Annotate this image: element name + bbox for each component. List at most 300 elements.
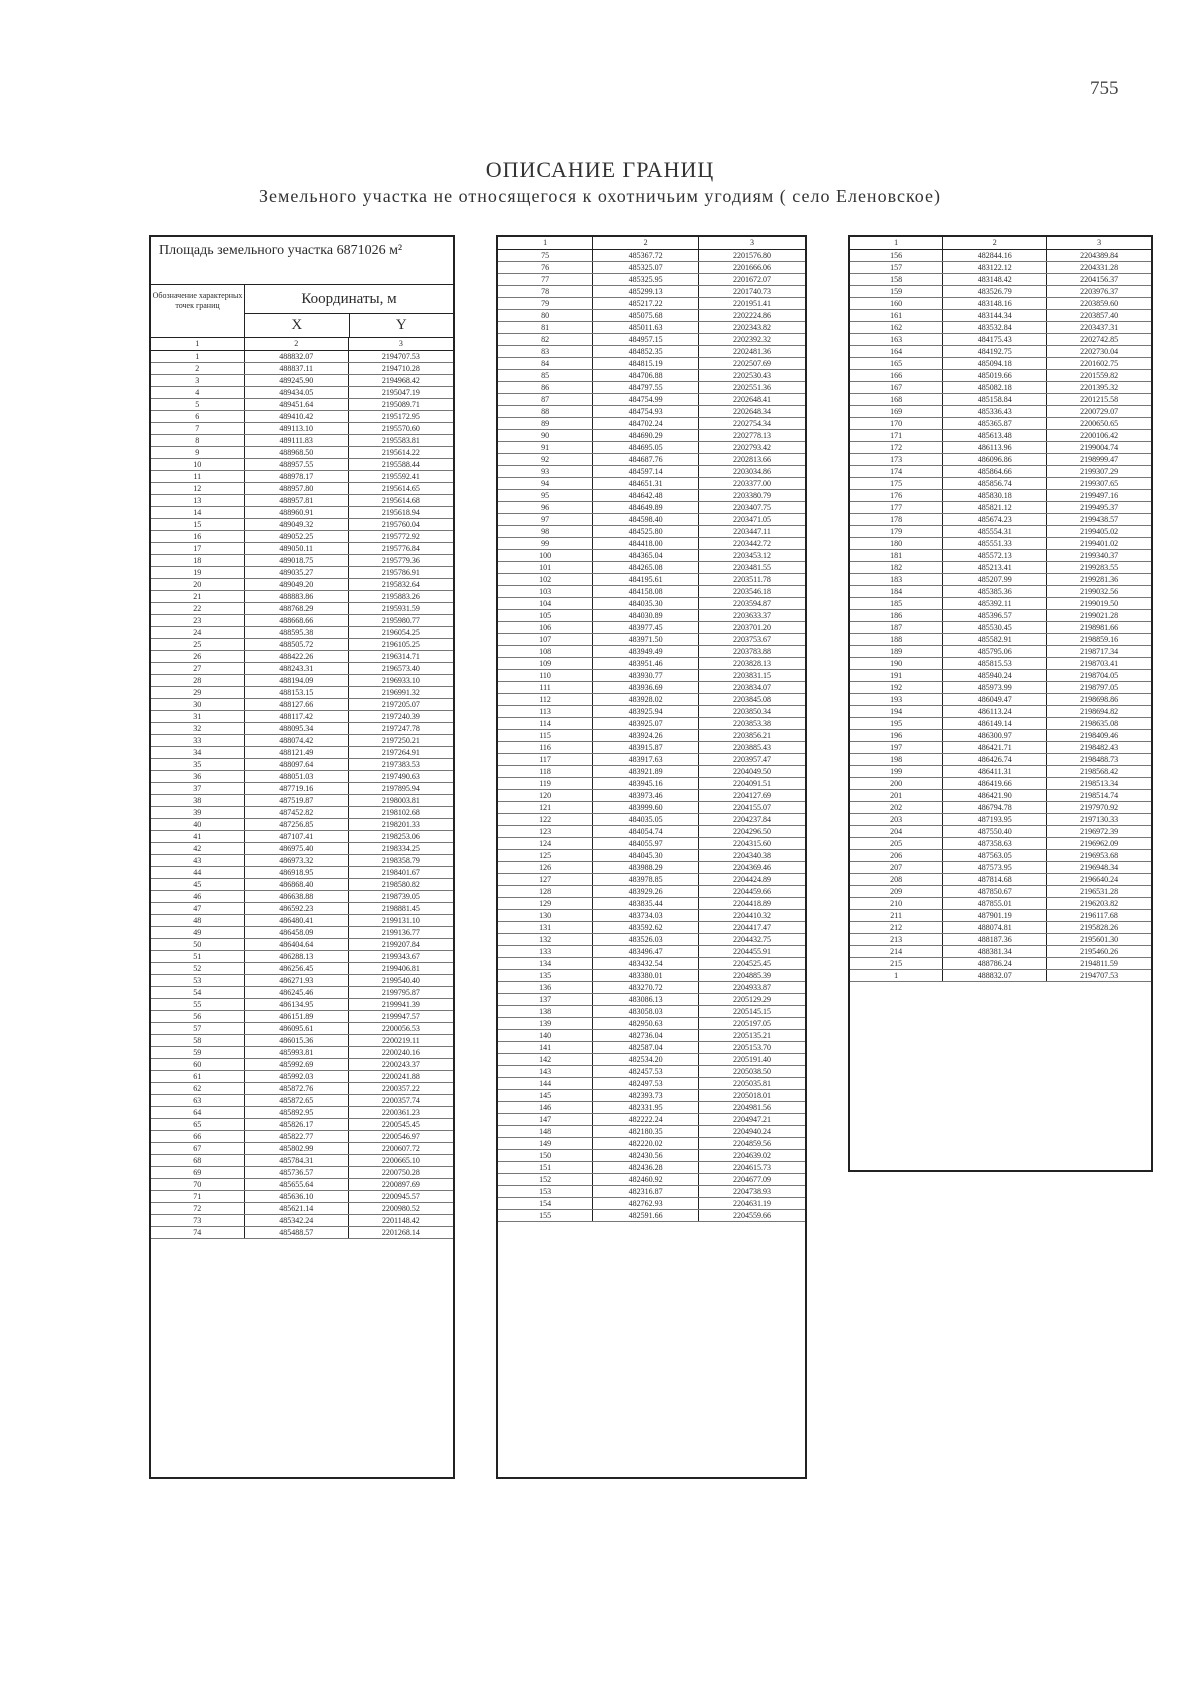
table-row [498,826,805,838]
point-number: 169 [850,406,943,417]
column-number-row [498,237,805,250]
table-row [850,586,1151,598]
y-coordinate: 2195883.26 [381,592,420,601]
column-number: 2 [943,237,1047,249]
point-number: 149 [498,1138,593,1149]
x-coordinate: 488381.34 [943,946,1047,957]
table-row [498,706,805,718]
point-number: 48 [151,915,245,926]
point-number: 36 [151,771,245,782]
x-coordinate: 484597.14 [593,466,699,477]
y-coordinate: 2199281.36 [1080,575,1119,584]
x-coordinate: 488505.72 [245,639,349,650]
column-number: 1 [151,338,245,350]
y-coordinate: 2205135.21 [733,1031,772,1040]
point-number: 98 [498,526,593,537]
point-number: 205 [850,838,943,849]
table-row [498,814,805,826]
table-row [498,754,805,766]
x-coordinate: 487358.63 [943,838,1047,849]
point-number: 46 [151,891,245,902]
y-coordinate: 2205129.29 [733,995,772,1004]
x-coordinate: 485488.57 [245,1227,349,1238]
point-number: 52 [151,963,245,974]
column-number-row [151,338,453,351]
table-row [498,262,805,274]
table-row [850,418,1151,430]
x-coordinate: 486256.45 [245,963,349,974]
y-coordinate: 2205197.05 [733,1019,772,1028]
y-coordinate: 2199343.67 [381,952,420,961]
point-number: 99 [498,538,593,549]
table-row [850,622,1151,634]
point-number: 172 [850,442,943,453]
point-number: 130 [498,910,593,921]
y-coordinate: 2199283.55 [1080,563,1119,572]
x-coordinate: 488957.80 [245,483,349,494]
table-row [498,838,805,850]
area-label: Площадь земельного участка 6871026 м² [151,237,453,285]
y-coordinate: 2197240.39 [381,712,420,721]
point-number: 185 [850,598,943,609]
table-row [498,478,805,490]
y-coordinate: 2198703.41 [1080,659,1119,668]
x-coordinate: 483928.02 [593,694,699,705]
table-row [850,454,1151,466]
point-number: 134 [498,958,593,969]
table-row [498,526,805,538]
x-coordinate: 483999.60 [593,802,699,813]
table-row [151,1107,453,1119]
y-coordinate: 2198401.67 [381,868,420,877]
x-coordinate: 485530.45 [943,622,1047,633]
table-row [850,730,1151,742]
table-row [850,838,1151,850]
table-row [151,747,453,759]
point-number: 69 [151,1167,245,1178]
x-coordinate: 485784.31 [245,1155,349,1166]
x-coordinate: 485392.11 [943,598,1047,609]
point-number: 161 [850,310,943,321]
y-coordinate: 2199941.39 [381,1000,420,1009]
y-coordinate: 2203783.88 [733,647,772,656]
point-number: 144 [498,1078,593,1089]
point-number: 154 [498,1198,593,1209]
table-row [498,1174,805,1186]
point-number: 174 [850,466,943,477]
table-row [151,447,453,459]
x-coordinate: 485872.65 [245,1095,349,1106]
y-coordinate: 2201148.42 [382,1216,420,1225]
table-row [498,1090,805,1102]
x-coordinate: 485856.74 [943,478,1047,489]
point-number: 124 [498,838,593,849]
table-row [151,411,453,423]
x-coordinate: 488768.29 [245,603,349,614]
y-coordinate: 2204331.28 [1080,263,1119,272]
x-coordinate: 485940.24 [943,670,1047,681]
point-number: 126 [498,862,593,873]
x-coordinate: 482436.28 [593,1162,699,1173]
y-coordinate: 2195047.19 [381,388,420,397]
y-coordinate: 2203976.37 [1080,287,1119,296]
x-coordinate: 484035.05 [593,814,699,825]
y-coordinate: 2198704.05 [1080,671,1119,680]
point-number: 163 [850,334,943,345]
x-coordinate: 485973.99 [943,682,1047,693]
y-coordinate: 2195089.71 [381,400,420,409]
y-coordinate: 2201951.41 [733,299,772,308]
y-coordinate: 2194811.59 [1080,959,1118,968]
y-coordinate: 2203845.08 [733,695,772,704]
x-coordinate: 483144.34 [943,310,1047,321]
x-coordinate: 488153.15 [245,687,349,698]
y-coordinate: 2201672.07 [733,275,772,284]
y-coordinate: 2195570.60 [381,424,420,433]
y-coordinate: 2202530.43 [733,371,772,380]
y-coordinate: 2199495.37 [1080,503,1119,512]
y-coordinate: 2198102.68 [381,808,420,817]
table-row [498,634,805,646]
x-coordinate: 488668.66 [245,615,349,626]
point-number: 91 [498,442,593,453]
point-number: 54 [151,987,245,998]
y-coordinate: 2202507.69 [733,359,772,368]
point-number: 70 [151,1179,245,1190]
y-coordinate: 2196117.68 [1080,911,1118,920]
point-number: 27 [151,663,245,674]
table-row [850,430,1151,442]
point-number: 152 [498,1174,593,1185]
table-row [498,274,805,286]
x-coordinate: 489018.75 [245,555,349,566]
y-coordinate: 2195779.36 [381,556,420,565]
table-row [151,375,453,387]
table-row [498,1186,805,1198]
y-coordinate: 2196531.28 [1080,887,1119,896]
y-coordinate: 2197490.63 [381,772,420,781]
y-coordinate: 2201602.75 [1080,359,1119,368]
x-coordinate: 486918.95 [245,867,349,878]
table-row [850,814,1151,826]
point-number: 162 [850,322,943,333]
x-coordinate: 484418.00 [593,538,699,549]
table-row [850,370,1151,382]
y-coordinate: 2195980.77 [381,616,420,625]
table-row [498,862,805,874]
column-number: 2 [245,338,349,350]
x-coordinate: 487814.68 [943,874,1047,885]
table-row [151,711,453,723]
x-coordinate: 488832.07 [245,351,349,362]
y-coordinate: 2198488.73 [1080,755,1119,764]
point-number: 177 [850,502,943,513]
x-coordinate: 485621.14 [245,1203,349,1214]
y-coordinate: 2197130.33 [1080,815,1119,824]
y-coordinate: 2195772.92 [381,532,420,541]
y-coordinate: 2202742.85 [1080,335,1119,344]
x-coordinate: 488117.42 [245,711,349,722]
table-row [498,406,805,418]
point-number: 118 [498,766,593,777]
x-coordinate: 486113.96 [943,442,1047,453]
point-number: 199 [850,766,943,777]
table-row [498,538,805,550]
x-coordinate: 483835.44 [593,898,699,909]
x-coordinate: 485826.17 [245,1119,349,1130]
x-coordinate: 485094.18 [943,358,1047,369]
y-coordinate: 2197970.92 [1080,803,1119,812]
table-row [498,1114,805,1126]
table-row [151,1203,453,1215]
x-coordinate: 484687.76 [593,454,699,465]
table-row [151,795,453,807]
table-row [151,531,453,543]
y-coordinate: 2203447.11 [733,527,771,536]
x-coordinate: 486973.32 [245,855,349,866]
table-row [498,502,805,514]
y-coordinate: 2201215.58 [1080,395,1119,404]
y-coordinate: 2204639.02 [733,1151,772,1160]
point-number: 95 [498,490,593,501]
x-coordinate: 485582.91 [943,634,1047,645]
x-coordinate: 482950.63 [593,1018,699,1029]
point-number: 74 [151,1227,245,1238]
x-coordinate: 483973.46 [593,790,699,801]
table-row [151,1047,453,1059]
x-coordinate: 487719.16 [245,783,349,794]
table-row [151,615,453,627]
y-coordinate: 2195776.84 [381,544,420,553]
table-row [498,1162,805,1174]
y-coordinate: 2198514.74 [1080,791,1119,800]
y-coordinate: 2201559.82 [1080,371,1119,380]
x-coordinate: 485551.33 [943,538,1047,549]
y-coordinate: 2203471.05 [733,515,772,524]
table-row [850,826,1151,838]
x-coordinate: 487573.95 [943,862,1047,873]
point-number: 6 [151,411,245,422]
table-row [151,483,453,495]
y-coordinate: 2198981.66 [1080,623,1119,632]
table-row [498,1150,805,1162]
point-number: 83 [498,346,593,357]
x-coordinate: 485365.87 [943,418,1047,429]
point-number: 215 [850,958,943,969]
point-number: 8 [151,435,245,446]
table-row [850,274,1151,286]
y-coordinate: 2196933.10 [381,676,420,685]
table-row [498,574,805,586]
table-row [850,874,1151,886]
x-coordinate: 484957.15 [593,334,699,345]
point-number: 158 [850,274,943,285]
y-coordinate: 2199004.74 [1080,443,1119,452]
x-coordinate: 485802.99 [245,1143,349,1154]
y-coordinate: 2198201.33 [381,820,420,829]
point-number: 103 [498,586,593,597]
column-number: 1 [850,237,943,249]
x-coordinate: 484754.93 [593,406,699,417]
point-number: 89 [498,418,593,429]
point-number: 186 [850,610,943,621]
table-row [850,550,1151,562]
point-number: 72 [151,1203,245,1214]
table-row [151,987,453,999]
x-coordinate: 484054.74 [593,826,699,837]
x-coordinate: 487563.05 [943,850,1047,861]
point-number: 84 [498,358,593,369]
point-number: 180 [850,538,943,549]
table-row [151,363,453,375]
point-number: 51 [151,951,245,962]
point-number: 77 [498,274,593,285]
table-row [850,514,1151,526]
x-coordinate: 483526.03 [593,934,699,945]
point-number: 179 [850,526,943,537]
y-coordinate: 2200357.22 [381,1084,420,1093]
y-coordinate: 2198739.05 [381,892,420,901]
x-coordinate: 482587.04 [593,1042,699,1053]
x-coordinate: 482430.56 [593,1150,699,1161]
x-coordinate: 487519.87 [245,795,349,806]
x-coordinate: 488127.66 [245,699,349,710]
point-number: 101 [498,562,593,573]
table-row [151,519,453,531]
point-number: 181 [850,550,943,561]
point-number: 115 [498,730,593,741]
table-row [151,927,453,939]
x-coordinate: 489111.83 [245,435,349,446]
y-coordinate: 2197250.21 [381,736,420,745]
y-coordinate: 2204156.37 [1080,275,1119,284]
y-coordinate: 2200241.88 [381,1072,420,1081]
point-number: 128 [498,886,593,897]
y-coordinate: 2198881.45 [381,904,420,913]
x-coordinate: 485636.10 [245,1191,349,1202]
table-row [498,934,805,946]
point-number: 10 [151,459,245,470]
point-number: 87 [498,394,593,405]
x-coordinate: 483945.16 [593,778,699,789]
y-coordinate: 2196203.82 [1080,899,1119,908]
point-number: 153 [498,1186,593,1197]
table-row [498,1054,805,1066]
point-number: 201 [850,790,943,801]
y-coordinate: 2195832.64 [381,580,420,589]
point-number: 166 [850,370,943,381]
point-number: 59 [151,1047,245,1058]
table-row [850,910,1151,922]
y-coordinate: 2205018.01 [733,1091,772,1100]
table-row [498,562,805,574]
table-row [498,490,805,502]
table-row [850,742,1151,754]
table-row [850,478,1151,490]
x-coordinate: 482762.93 [593,1198,699,1209]
x-coordinate: 486095.61 [245,1023,349,1034]
point-number: 195 [850,718,943,729]
point-number: 127 [498,874,593,885]
y-coordinate: 2202648.41 [733,395,772,404]
point-number: 196 [850,730,943,741]
x-coordinate: 482844.16 [943,250,1047,261]
y-coordinate: 2194710.28 [381,364,420,373]
x-coordinate: 487855.01 [943,898,1047,909]
table-row [850,322,1151,334]
y-coordinate: 2196640.24 [1080,875,1119,884]
point-number: 155 [498,1210,593,1221]
y-coordinate: 2199497.16 [1080,491,1119,500]
x-coordinate: 483936.69 [593,682,699,693]
y-coordinate: 2204859.56 [733,1139,772,1148]
table-row [850,490,1151,502]
x-coordinate: 485207.99 [943,574,1047,585]
x-coordinate: 482460.92 [593,1174,699,1185]
point-number: 147 [498,1114,593,1125]
point-number: 167 [850,382,943,393]
table-row [498,358,805,370]
point-number: 68 [151,1155,245,1166]
y-coordinate: 2198698.86 [1080,695,1119,704]
table-row [498,718,805,730]
table-row [498,1078,805,1090]
table-row [850,934,1151,946]
x-coordinate: 485613.48 [943,430,1047,441]
point-number: 55 [151,999,245,1010]
point-number: 44 [151,867,245,878]
table-row [850,358,1151,370]
point-number: 19 [151,567,245,578]
x-coordinate: 483734.03 [593,910,699,921]
point-number: 11 [151,471,245,482]
x-coordinate: 485075.68 [593,310,699,321]
point-number: 165 [850,358,943,369]
table-row [850,766,1151,778]
y-coordinate: 2200243.37 [381,1060,420,1069]
table-row [151,1215,453,1227]
y-coordinate: 2199340.37 [1080,551,1119,560]
x-coordinate: 482393.73 [593,1090,699,1101]
point-number: 206 [850,850,943,861]
point-number: 92 [498,454,593,465]
x-coordinate: 483978.85 [593,874,699,885]
point-number: 143 [498,1066,593,1077]
table-row [850,682,1151,694]
y-coordinate: 2198003.81 [381,796,420,805]
x-coordinate: 484195.61 [593,574,699,585]
x-header: X [245,314,350,337]
table-row [498,1102,805,1114]
table-row [498,1066,805,1078]
y-coordinate: 2195614.65 [381,484,420,493]
table-row [151,735,453,747]
point-number: 108 [498,646,593,657]
x-coordinate: 485572.13 [943,550,1047,561]
x-coordinate: 484695.05 [593,442,699,453]
table-row [498,742,805,754]
table-row [498,610,805,622]
y-coordinate: 2203442.72 [733,539,772,548]
point-number: 141 [498,1042,593,1053]
y-coordinate: 2201666.06 [733,263,772,272]
table-row [151,867,453,879]
table-row [151,471,453,483]
point-number: 81 [498,322,593,333]
point-number: 114 [498,718,593,729]
y-coordinate: 2199438.57 [1080,515,1119,524]
point-number: 214 [850,946,943,957]
